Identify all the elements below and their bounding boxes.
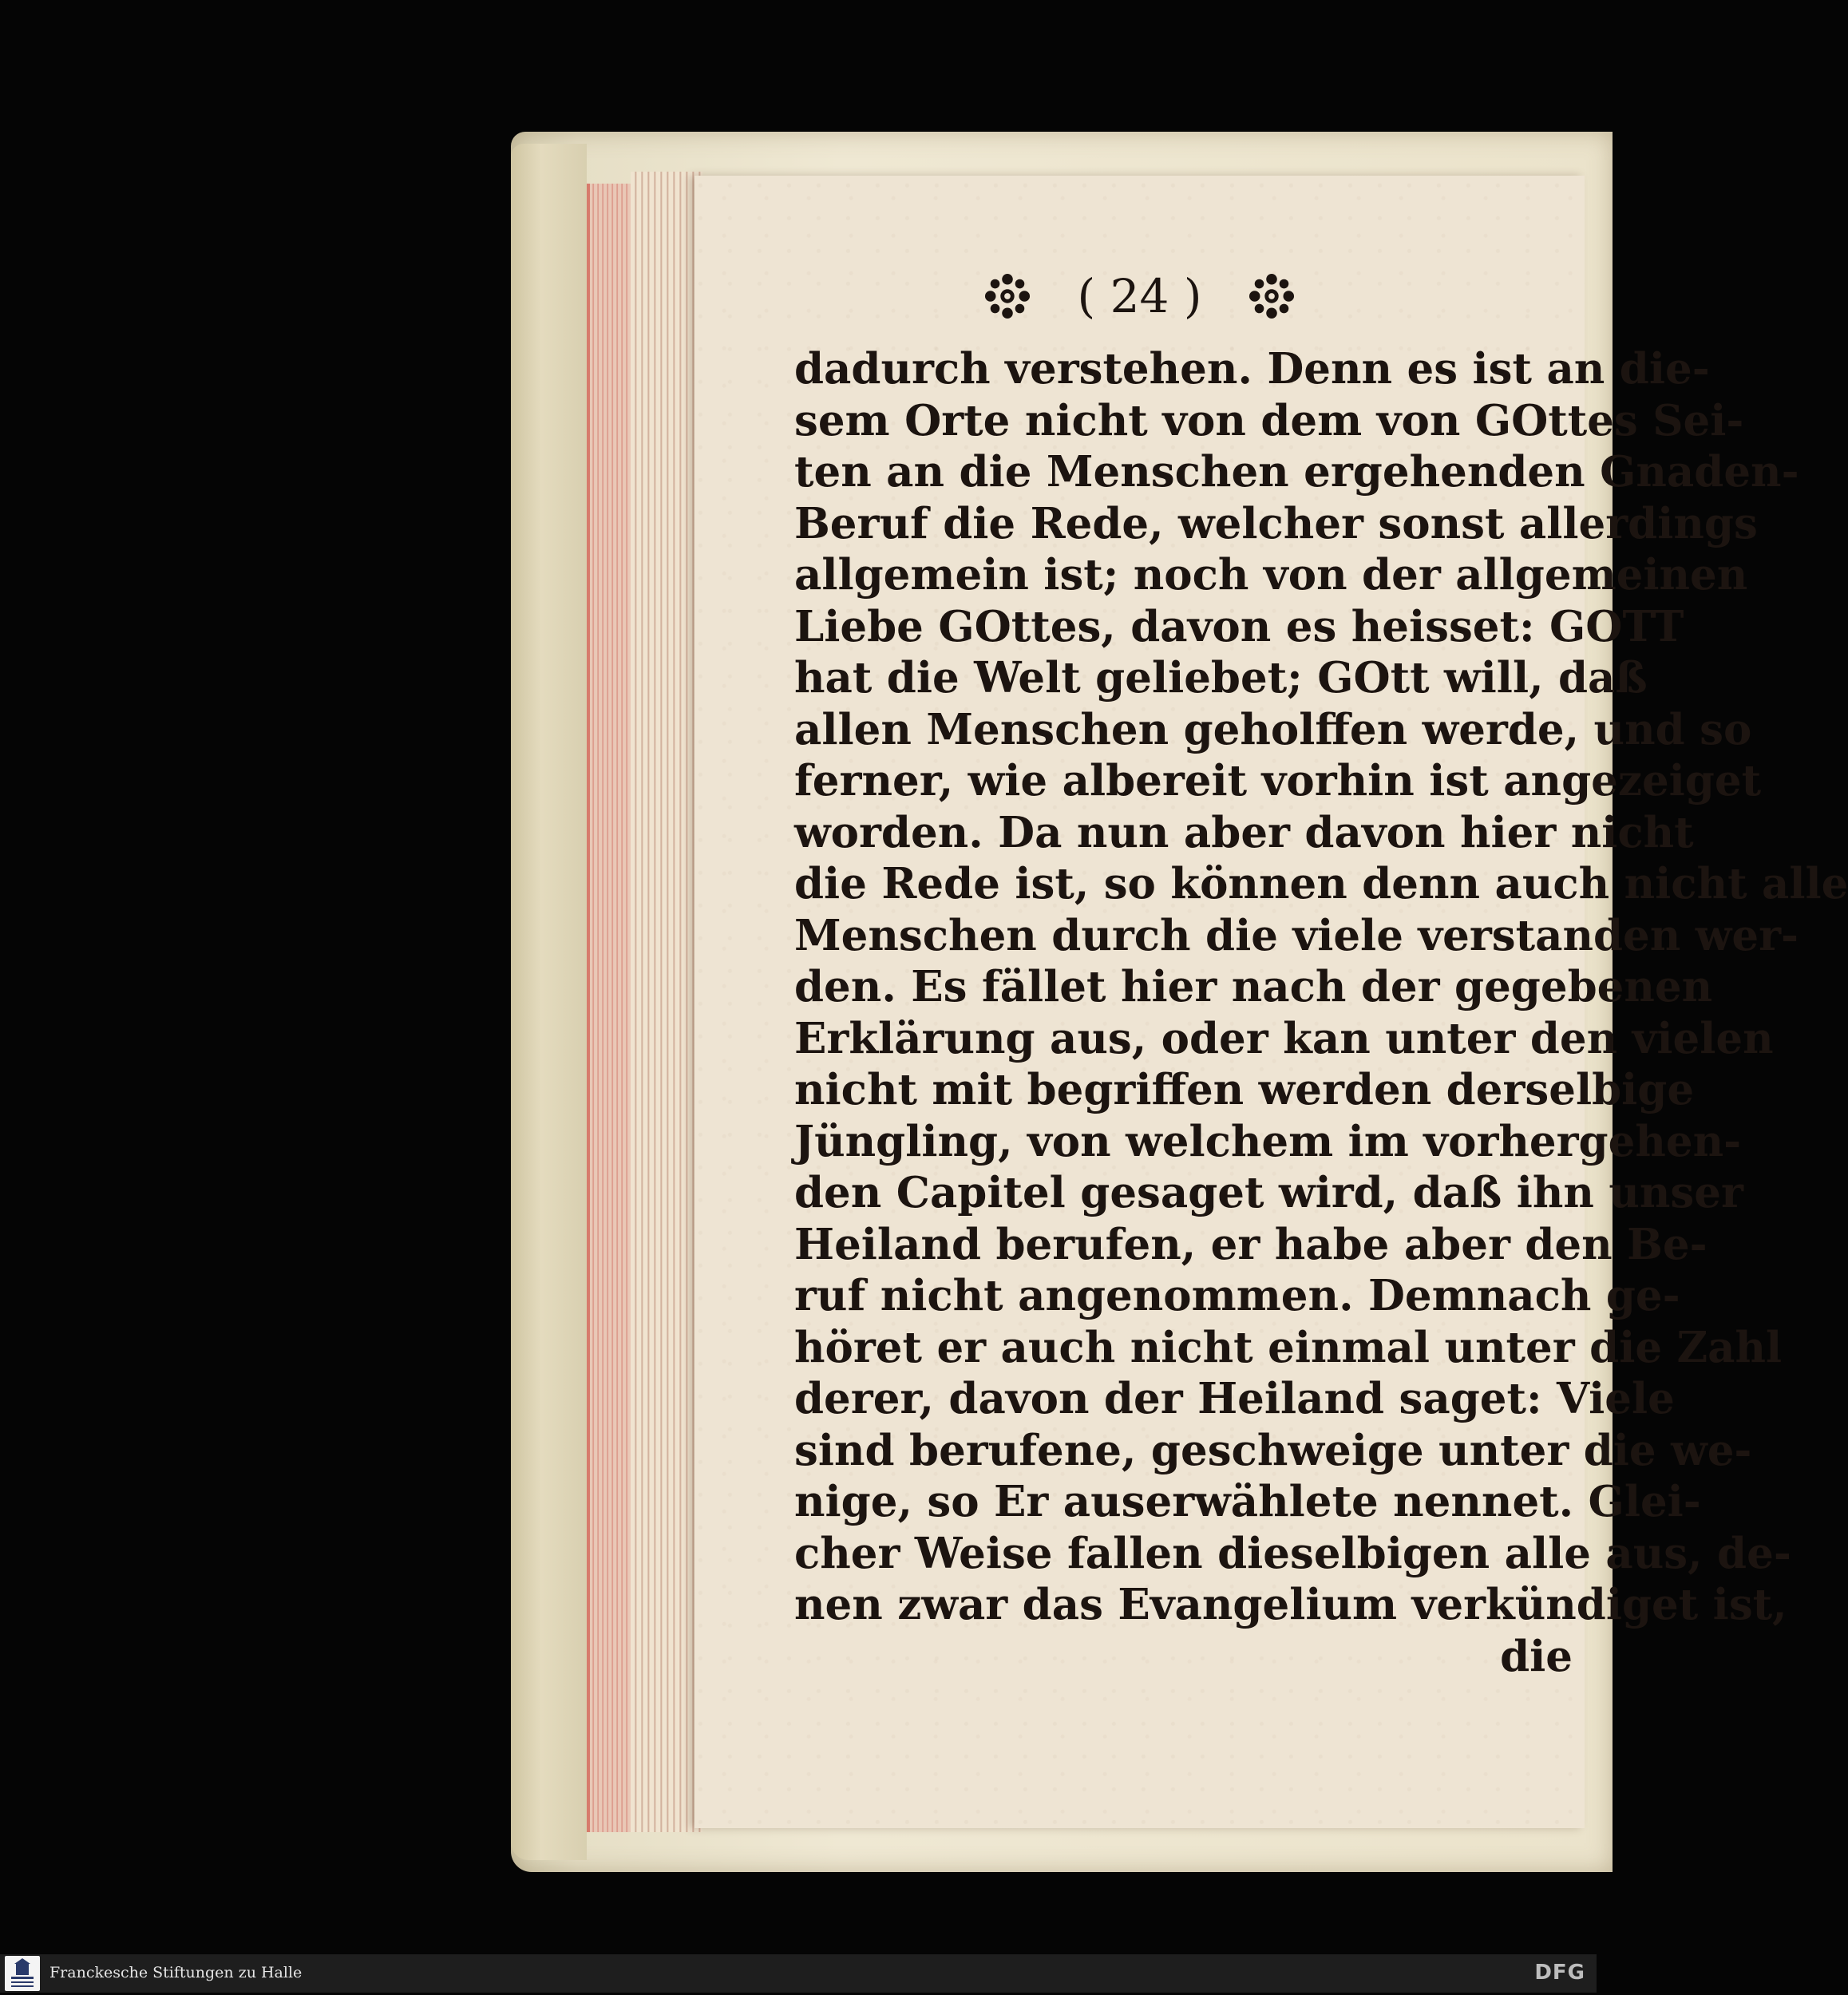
text-line: nicht mit begriffen werden derselbige [794,1065,1695,1114]
building-icon [5,1956,40,1991]
flower-ornament-icon [984,273,1031,319]
franckesche-stiftungen-logo-icon[interactable] [5,1956,40,1991]
text-line: Liebe GOttes, davon es heisset: GOTT [794,601,1684,651]
text-line: sind berufene, geschweige unter die we- [794,1425,1752,1475]
text-line: nige, so Er auserwählete nennet. Glei- [794,1477,1701,1526]
text-line: Jüngling, von welchem im vorhergehen- [794,1116,1742,1166]
text-line: ten an die Menschen ergehenden Gnaden- [794,447,1799,497]
text-line: höret er auch nicht einmal unter die Zahl [794,1322,1783,1372]
text-line: ruf nicht angenommen. Demnach ge- [794,1271,1680,1320]
text-line: Menschen durch die viele verstanden wer- [794,910,1799,960]
text-line: derer, davon der Heiland saget: Viele [794,1374,1675,1423]
text-line: Heiland berufen, er habe aber den Be- [794,1219,1708,1269]
text-line: den Capitel gesaget wird, daß ihn unser [794,1168,1743,1217]
cover-fold [511,144,587,1860]
page-stack [631,172,702,1832]
page-number: ( 24 ) [1077,268,1202,323]
text-line: die Rede ist, so können denn auch nicht alle [794,859,1848,908]
text-line: den. Es fället hier nach der gegebenen [794,962,1713,1011]
text-line: Erklärung aus, oder kan unter den vielen [794,1013,1774,1063]
page-header [694,265,1585,337]
book-page [694,176,1848,1828]
text-line: Beruf die Rede, welcher sonst allerdings [794,498,1758,548]
text-line: sem Orte nicht von dem von GOttes Sei- [794,395,1744,445]
institution-name: Franckesche Stiftungen zu Halle [49,1964,303,1981]
text-line: worden. Da nun aber davon hier nicht [794,807,1694,857]
footer-bar [0,1954,1597,1993]
flower-ornament-icon [1248,273,1295,319]
catchword: die [1500,1631,1573,1681]
text-line: ferner, wie albereit vorhin ist angezeiget [794,756,1762,806]
text-line: allen Menschen geholffen werde, und so [794,704,1752,754]
page-text [794,343,1848,1682]
text-line: nen zwar das Evangelium verkündiget ist, [794,1580,1787,1629]
text-line: allgemein ist; noch von der allgemeinen [794,550,1748,600]
text-line: cher Weise fallen dieselbigen alle aus, de- [794,1528,1791,1578]
dfg-logo: DFG [1534,1961,1585,1985]
text-line: dadurch verstehen. Denn es ist an die- [794,344,1710,394]
text-line: hat die Welt geliebet; GOtt will, daß [794,653,1648,703]
